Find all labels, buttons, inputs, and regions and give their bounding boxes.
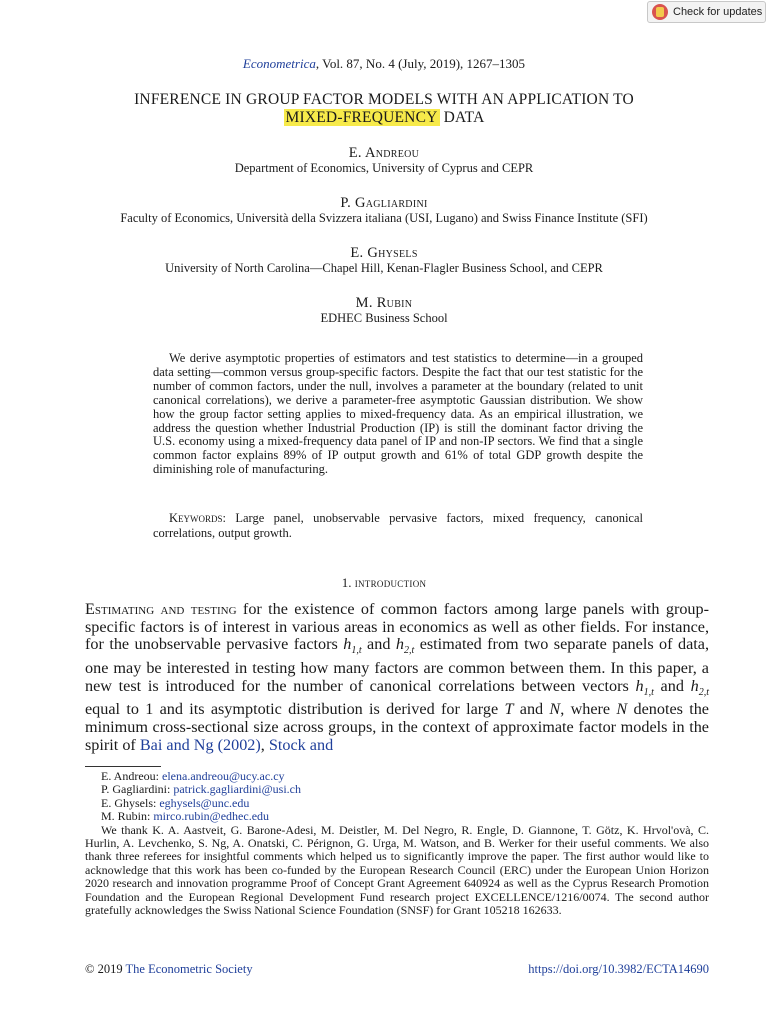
intro-text: equal to 1 and its asymptotic distribution is derived for large [85,700,505,719]
author-affiliation-1: Department of Economics, University of Cyprus and CEPR [234,161,534,175]
math-h1t: h [635,676,644,695]
society-link[interactable]: The Econometric Society [125,962,253,976]
intro-text: , where [560,700,617,719]
section-number: 1. [341,575,355,590]
crossmark-icon [652,4,668,20]
footnote-author: E. Andreou: [101,769,162,783]
doi-link[interactable]: https://doi.org/10.3982/ECTA14690 [528,962,709,976]
footnote-author: P. Gagliardini: [101,782,174,797]
footnotes [85,770,709,917]
keywords [153,511,643,541]
math-h2t-sub: 2,t [698,686,709,698]
citation-text: , Vol. 87, No. 4 (July, 2019), 1267–1305 [315,56,526,71]
math-T: T [504,700,514,719]
author-name-2: P. Gagliardini [340,195,428,211]
math-h2t-sub: 2,t [403,645,415,657]
intro-text: estimated from two separate panels of data, one may be interested in testing how many factors are common between them. In this paper, a new test is introduced for the number of canonical correlations between vectors [85,635,709,695]
title-line-2-rest: DATA [439,109,485,126]
math-h2t: h [690,676,699,695]
author-name-1: E. Andreou [348,145,420,161]
title-line-1: INFERENCE IN GROUP FACTOR MODELS WITH AN APPLICATION TO [134,91,634,108]
email-link[interactable]: mirco.rubin@edhec.edu [153,809,270,824]
math-h1t: h [343,635,352,654]
keywords-text: Large panel, unobservable pervasive factors, mixed frequency, canonical correlations, output growth. [153,511,643,540]
citation-link-stock[interactable]: Stock and [268,735,334,754]
email-link[interactable]: patrick.gagliardini@usi.ch [173,782,302,797]
email-link[interactable]: elena.andreou@ucy.ac.cy [162,769,285,783]
author-name-4: M. Rubin [355,295,413,311]
math-h1t-sub: 1,t [643,686,654,698]
intro-text: and [361,635,396,654]
math-N: N [616,700,628,719]
intro-text: denotes the minimum cross-sectional size across groups, in the context of approximate factor models in the spirit of [85,700,709,754]
footnote-email-4 [85,810,709,823]
title-line-2 [0,109,768,127]
author-affiliation-2: Faculty of Economics, Università della Svizzera italiana (USI, Lugano) and Swiss Finance Institute (SFI) [120,211,648,225]
paper-title [0,91,768,127]
author-name-3: E. Ghysels [350,245,418,261]
math-h2t: h [395,635,404,654]
footnote-author: M. Rubin: [101,809,154,824]
section-heading [0,575,768,591]
intro-text: and [653,676,691,695]
footnote-email-2 [85,783,709,796]
keywords-label: Keywords: [169,511,226,525]
footnote-email-3 [85,797,709,810]
journal-citation [0,56,768,72]
check-for-updates-button[interactable] [647,1,766,23]
copyright-line [85,962,253,977]
intro-text: for the existence of common factors among large panels with group-specific factors is of interest in various areas in economics as well as other fields. For instance, for the unobservable pervasive factors [85,600,710,654]
copyright-text: © 2019 [85,962,126,976]
abstract: We derive asymptotic properties of estimators and test statistics to determine—in a grouped data setting—common versus group-specific factors. Despite the fact that our test statistic for the number of common factors, under the null, involves a parameter at the boundary (related to unit canonical correlations), we derive a parameter-free asymptotic Gaussian distribution. We show how the group factor setting applies to mixed-frequency data. As an empirical illustration, we address the question whether Industrial Production (IP) is still the dominant factor driving the U.S. economy using a mixed-frequency data panel of IP and non-IP sectors. We find that a single common factor explains 89% of IP output growth and 61% of total GDP growth despite the diminishing role of manufacturing. [153,351,643,477]
math-N: N [549,700,561,719]
intro-paragraph [85,601,709,754]
title-highlight: MIXED-FREQUENCY [285,109,438,126]
author-affiliation-3: University of North Carolina—Chapel Hill, Kenan-Flagler Business School, and CEPR [165,261,603,275]
footnote-rule [85,766,161,767]
check-for-updates-label: Check for updates [673,6,763,18]
intro-text: and [513,700,550,719]
journal-link[interactable]: Econometrica [242,56,316,71]
citation-link-bai-ng-year[interactable]: (2002) [217,735,261,754]
intro-lead: Estimating and testing [85,600,237,618]
footnote-email-1 [85,770,709,783]
email-link[interactable]: eghysels@unc.edu [159,795,250,810]
citation-link-bai-ng[interactable]: Bai and Ng [139,735,214,754]
acknowledgements: We thank K. A. Aastveit, G. Barone-Adesi, M. Deistler, M. Del Negro, R. Engle, D. Giannone, T. Götz, K. Hrvol'ovà, C. Hurlin, A. Levchenko, S. Ng, A. Onatski, C. Pérignon, G. Urga, M. Watson, and B. Werker for their useful comments. We also thank three referees for insightful comments which helped us to significantly improve the paper. The first author would like to acknowledge that this work has been co-funded by the European Research Council (ERC) under the European Union Horizon 2020 research and innovation programme Proof of Concept Grant Agreement 640924 as well as the Cyprus Research Promotion Foundation and the European Regional Development Fund research project EXCELLENCE/1216/0074. The second author gratefully acknowledges the Swiss National Science Foundation (SNSF) for Grant 105218 162633. [85,822,709,918]
author-affiliation-4: EDHEC Business School [320,311,448,325]
math-h1t-sub: 1,t [351,645,362,657]
footnote-author: E. Ghysels: [101,795,160,810]
intro-text: , [260,735,269,754]
section-title: introduction [354,575,427,590]
